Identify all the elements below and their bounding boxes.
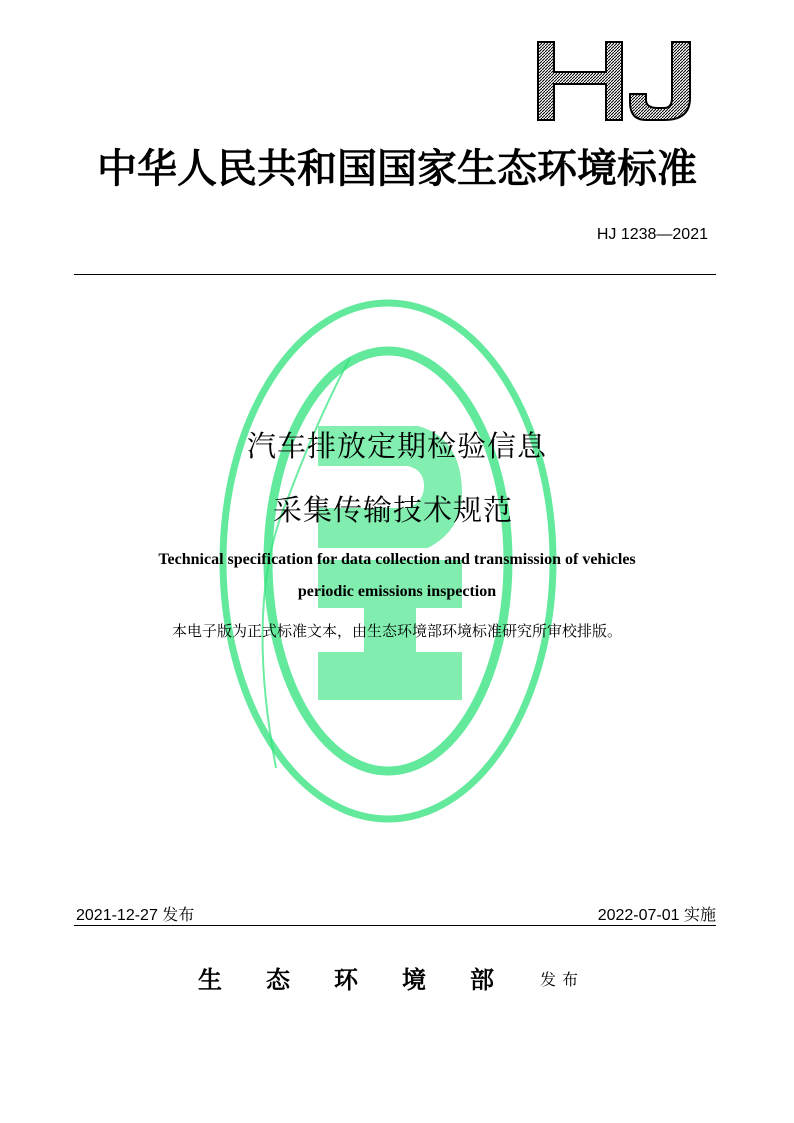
issue-date: 2021-12-27 发布 — [76, 907, 195, 924]
english-title-line2: periodic emissions inspection — [297, 583, 497, 600]
implementation-date: 2022-07-01 实施 — [597, 907, 716, 924]
bottom-divider — [74, 925, 716, 926]
publisher-name: 生态环境部 — [198, 965, 538, 994]
standard-code: HJ 1238—2021 — [596, 226, 708, 243]
top-divider — [74, 274, 716, 275]
english-title-line1: Technical specification for data collection and transmission of vehicles — [158, 551, 636, 568]
standard-category-title: 中华人民共和国国家生态环境标准 — [97, 145, 697, 192]
chinese-title-line1: 汽车排放定期检验信息 — [246, 429, 547, 463]
edition-note: 本电子版为正式标准文本，由生态环境部环境标准研究所审校排版。 — [171, 622, 622, 640]
chinese-title-line2: 采集传输技术规范 — [272, 493, 513, 527]
publisher-action: 发布 — [540, 970, 585, 989]
hj-logo — [536, 40, 696, 122]
